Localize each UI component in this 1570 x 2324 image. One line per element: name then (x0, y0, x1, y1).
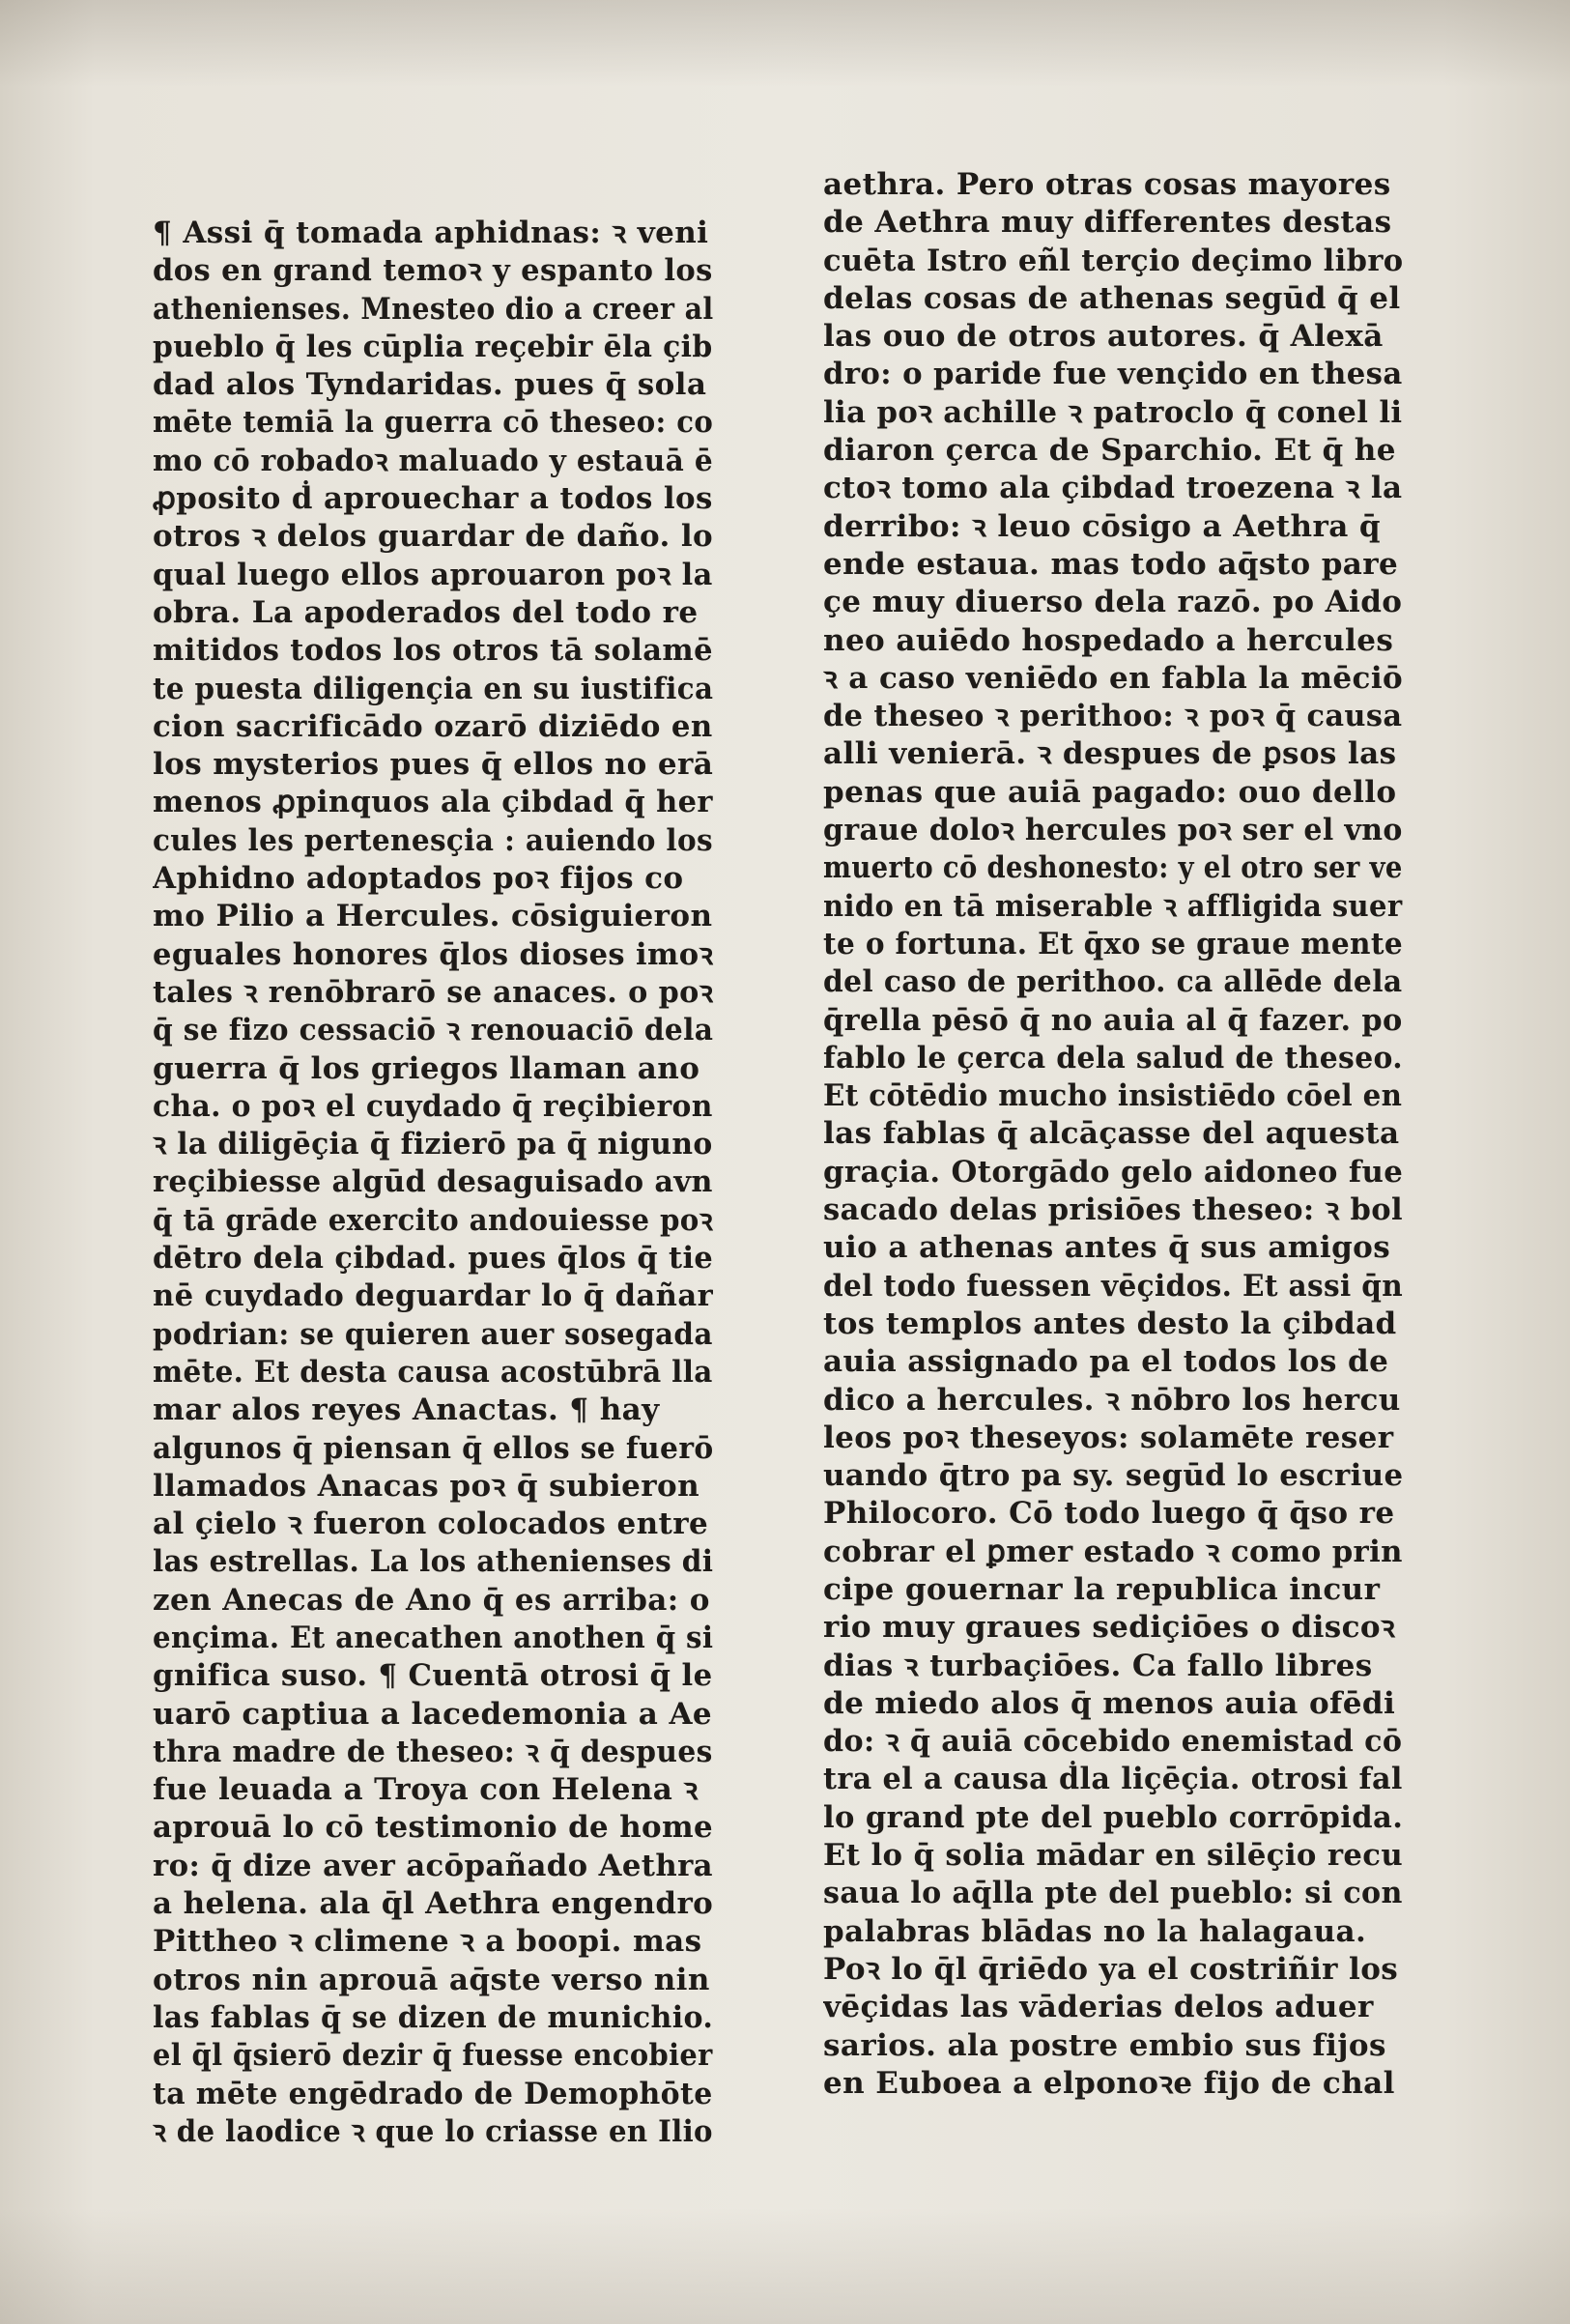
text-line: zen Anecas de Ano q̄ es arriba: o (153, 1582, 710, 1618)
text-line: cha. o poꝛ el cuydado q̄ reçibieron (153, 1088, 713, 1124)
text-line: mar alos reyes Anactas. ¶ hay (153, 1392, 660, 1428)
text-line: leos poꝛ theseyos: solamēte reser (823, 1420, 1394, 1455)
text-line: del todo fuessen vēçidos. Et assi q̄n (823, 1268, 1403, 1304)
text-line: Pittheo ꝛ climene ꝛ a boopi. mas (153, 1924, 702, 1960)
text-line: aethra. Pero otras cosas mayores (823, 167, 1391, 202)
text-line: en Euboea a elponoꝛe fijo de chal (823, 2065, 1395, 2101)
page-shadow-bottom (0, 2208, 1570, 2324)
text-line: pueblo q̄ les cūplia reçebir ēla çib (153, 329, 713, 364)
text-line: Aphidno adoptados poꝛ fijos co (153, 861, 684, 897)
text-line: los mysterios pues q̄ ellos no erā (153, 747, 713, 783)
text-line: lia poꝛ achille ꝛ patroclo q̄ conel li (823, 394, 1403, 430)
text-line: al çielo ꝛ fueron colocados entre (153, 1506, 709, 1542)
text-line: obra. La apoderados del todo re (153, 594, 699, 630)
text-line: dētro dela çibdad. pues q̄los q̄ tie (153, 1241, 713, 1277)
text-line: llamados Anacas poꝛ q̄ subieron (153, 1468, 700, 1504)
text-line: cipe gouernar la republica incur (823, 1571, 1381, 1607)
text-line: nido en tā miserable ꝛ affligida suer (823, 888, 1403, 924)
text-line: gnifica suso. ¶ Cuentā otrosi q̄ le (153, 1658, 713, 1694)
text-line: rio muy graues sediçiōes o discoꝛ (823, 1610, 1396, 1646)
text-line: dico a hercules. ꝛ nōbro los hercu (823, 1382, 1401, 1418)
text-line: Philocoro. Cō todo luego q̄ q̄so re (823, 1496, 1395, 1532)
text-line: tales ꝛ renōbrarō se anaces. o poꝛ (153, 974, 714, 1010)
text-line: penas que auiā pagado: ouo dello (823, 774, 1397, 810)
text-line: eguales honores q̄los dioses imoꝛ (153, 936, 714, 972)
text-line: ta mēte engēdrado de Demophōte (153, 2076, 713, 2111)
text-line: Et cōtēdio mucho insistiēdo cōel en (823, 1078, 1403, 1114)
text-line: Et lo q̄ solia mādar en silēçio recu (823, 1838, 1403, 1874)
text-line: las estrellas. La los athenienses di (153, 1544, 714, 1580)
text-line: guerra q̄ los griegos llaman ano (153, 1050, 700, 1086)
text-line: lo grand pte del pueblo corrōpida. (823, 1799, 1404, 1835)
text-line: dad alos Tyndaridas. pues q̄ sola (153, 367, 707, 403)
text-line: palabras blādas no la halagaua. (823, 1913, 1367, 1949)
text-line: las fablas q̄ alcāçasse del aquesta (823, 1116, 1400, 1152)
text-line: sarios. ala postre embio sus fijos (823, 2027, 1386, 2063)
text-line: çe muy diuerso dela razō. po Aido (823, 585, 1403, 620)
text-line: te o fortuna. Et q̄xo se graue mente (823, 926, 1403, 961)
text-line: dias ꝛ turbaçiōes. Ca fallo libres (823, 1648, 1373, 1683)
text-line: otros ꝛ delos guardar de daño. lo (153, 519, 713, 555)
text-line: derribo: ꝛ leuo cōsigo a Aethra q̄ (823, 508, 1381, 544)
text-line: menos ꝓpinquos ala çibdad q̄ her (153, 785, 713, 820)
text-line: uarō captiua a lacedemonia a Ae (153, 1696, 713, 1732)
text-line: ꝛ la diligēçia q̄ fizierō pa q̄ niguno (153, 1127, 713, 1162)
text-line: mēte temiā la guerra cō theseo: co (153, 405, 713, 441)
text-line: las fablas q̄ se dizen de munichio. (153, 1999, 713, 2035)
text-line: mitidos todos los otros tā solamē (153, 633, 713, 669)
left-text-column (153, 215, 713, 2151)
text-line: do: ꝛ q̄ auiā cōcebido enemistad cō (823, 1724, 1403, 1760)
text-line: vēçidas las vāderias delos aduer (823, 1990, 1374, 2025)
text-line: mēte. Et desta causa acostūbrā lla (153, 1354, 713, 1390)
text-line: reçibiesse algūd desaguisado avn (153, 1164, 713, 1200)
text-line: ençima. Et anecathen anothen q̄ si (153, 1620, 713, 1655)
right-text-column (823, 166, 1403, 2103)
text-line: graçia. Otorgādo gelo aidoneo fue (823, 1154, 1404, 1190)
text-line: qual luego ellos aprouaron poꝛ la (153, 557, 713, 592)
text-line: sacado delas prisiōes theseo: ꝛ bol (823, 1192, 1403, 1228)
text-line: fablo le çerca dela salud de theseo. (823, 1040, 1403, 1076)
text-line: te puesta diligençia en su iustifica (153, 671, 714, 706)
text-line: a helena. ala q̄l Aethra engendro (153, 1886, 713, 1922)
text-line: ctoꝛ tomo ala çibdad troezena ꝛ la (823, 471, 1403, 506)
text-line: cobrar el ꝑmer estado ꝛ como prin (823, 1534, 1403, 1569)
text-line: neo auiēdo hospedado a hercules (823, 622, 1394, 658)
text-line: cules les pertenesçia : auiendo los (153, 822, 713, 858)
text-line: athenienses. Mnesteo dio a creer al (153, 291, 714, 327)
text-line: q̄rella pēsō q̄ no auia al q̄ fazer. po (823, 1002, 1403, 1038)
text-line: auia assignado pa el todos los de (823, 1344, 1389, 1380)
text-line: uio a athenas antes q̄ sus amigos (823, 1230, 1391, 1266)
text-line: ꝓposito ḋ aprouechar a todos los (153, 481, 713, 517)
text-line: ende estaua. mas todo aq̄sto pare (823, 546, 1399, 582)
text-line: ro: q̄ dize aver acōpañado Aethra (153, 1848, 713, 1883)
text-line: nē cuydado deguardar lo q̄ dañar (153, 1278, 713, 1314)
text-line: cion sacrificādo ozarō diziēdo en (153, 708, 713, 744)
text-line: del caso de perithoo. ca allēde dela (823, 964, 1403, 1000)
text-line: de miedo alos q̄ menos auia ofēdi (823, 1685, 1396, 1721)
text-line: thra madre de theseo: ꝛ q̄ despues (153, 1734, 713, 1769)
text-line: de theseo ꝛ perithoo: ꝛ poꝛ q̄ causa (823, 699, 1403, 734)
text-line: mo cō robadoꝛ maluado y estauā ē (153, 443, 714, 478)
text-line: fue leuada a Troya con Helena ꝛ (153, 1772, 699, 1808)
text-line: q̄ se fizo cessaciō ꝛ renouaciō dela (153, 1013, 714, 1048)
text-line: ꝛ de laodice ꝛ que lo criasse en Ilio (153, 2113, 713, 2149)
text-line: cuēta Istro eñl terçio deçimo libro (823, 243, 1404, 278)
text-line: podrian: se quieren auer sosegada (153, 1316, 713, 1352)
text-line: Poꝛ lo q̄l q̄riēdo ya el costriñir los (823, 1951, 1399, 1987)
text-line: aprouā lo cō testimonio de home (153, 1810, 714, 1846)
text-line: graue doloꝛ hercules poꝛ ser el vno (823, 813, 1403, 848)
text-line: mo Pilio a Hercules. cōsiguieron (153, 899, 713, 934)
text-line: tos templos antes desto la çibdad (823, 1305, 1397, 1341)
text-line: el q̄l q̄sierō dezir q̄ fuesse encobier (153, 2038, 713, 2074)
text-line: saua lo aq̄lla pte del pueblo: si con (823, 1876, 1403, 1911)
text-line: muerto cō deshonesto: y el otro ser ve (823, 850, 1403, 886)
text-line: dro: o paride fue vençido en thesa (823, 357, 1403, 392)
text-line: diaron çerca de Sparchio. Et q̄ he (823, 433, 1396, 469)
text-line: uando q̄tro pa sy. segūd lo escriue (823, 1458, 1404, 1494)
text-line: q̄ tā grāde exercito andouiesse poꝛ (153, 1202, 713, 1238)
text-line: delas cosas de athenas segūd q̄ el (823, 280, 1401, 316)
page-shadow-top (0, 0, 1570, 87)
text-line: de Aethra muy differentes destas (823, 205, 1392, 241)
text-line: tra el a causa ḋla liçēçia. otrosi fal (823, 1762, 1403, 1797)
text-line: ¶ Assi q̄ tomada aphidnas: ꝛ veni (153, 215, 709, 250)
text-line: alli venierā. ꝛ despues de ꝑsos las (823, 736, 1397, 772)
text-line: las ouo de otros autores. q̄ Alexā (823, 319, 1384, 355)
text-line: algunos q̄ piensan q̄ ellos se fuerō (153, 1430, 714, 1466)
text-line: ꝛ a caso veniēdo en fabla la mēciō (823, 660, 1403, 696)
text-line: otros nin aprouā aq̄ste verso nin (153, 1962, 710, 1997)
text-line: dos en grand temoꝛ y espanto los (153, 253, 713, 289)
